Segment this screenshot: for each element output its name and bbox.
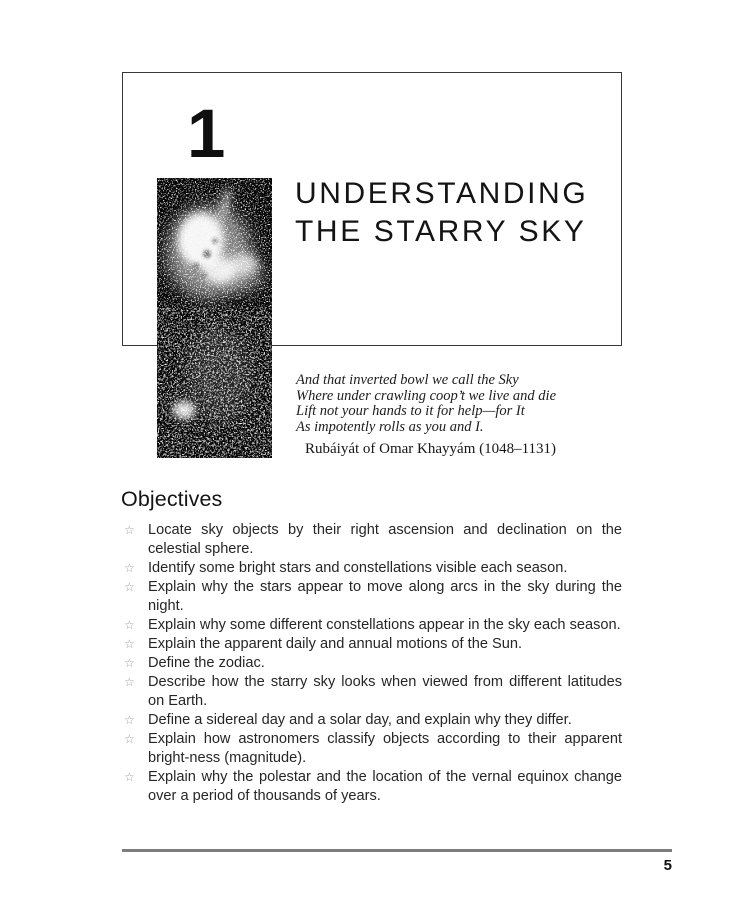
- objective-item: [122, 559, 622, 578]
- star-bullet-icon: ☆: [124, 732, 135, 746]
- star-bullet-icon: ☆: [124, 656, 135, 670]
- objective-item: [122, 673, 622, 711]
- quote-line: As impotently rolls as you and I.: [296, 418, 484, 435]
- objective-text: Describe how the starry sky looks when viewed from different latitudes on Earth.: [148, 674, 622, 709]
- objective-text: Explain the apparent daily and annual motions of the Sun.: [148, 636, 523, 652]
- star-bullet-icon: ☆: [124, 770, 135, 784]
- objective-text: Locate sky objects by their right ascension and declination on the celestial sphere.: [148, 522, 622, 557]
- chapter-number: 1: [187, 95, 226, 172]
- star-bullet-icon: ☆: [124, 675, 135, 689]
- chapter-title: [295, 175, 588, 251]
- quote-line: And that inverted bowl we call the Sky: [296, 372, 519, 388]
- footer-rule: [122, 849, 672, 852]
- objective-item: [122, 521, 622, 559]
- quote-line: Lift not your hands to it for help—for It: [296, 403, 525, 420]
- objective-item: [122, 616, 622, 635]
- nebula-photo: [157, 178, 272, 458]
- star-bullet-icon: ☆: [124, 523, 135, 537]
- star-bullet-icon: ☆: [124, 580, 135, 594]
- objective-text: Define a sidereal day and a solar day, and explain why they differ.: [148, 712, 572, 728]
- star-bullet-icon: ☆: [124, 561, 135, 575]
- objectives-heading: Objectives: [121, 487, 223, 511]
- objective-item: [122, 635, 622, 654]
- star-bullet-icon: ☆: [124, 713, 135, 727]
- epigraph-quote: [296, 373, 611, 458]
- page-number: 5: [663, 857, 672, 874]
- objective-text: Explain why the stars appear to move along arcs in the sky during the night.: [148, 579, 622, 614]
- objective-item: [122, 578, 622, 616]
- chapter-title-line-1: UNDERSTANDING: [295, 177, 589, 210]
- objective-text: Explain why some different constellations appear in the sky each season.: [148, 617, 621, 633]
- objective-item: [122, 711, 622, 730]
- chapter-title-line-2: THE STARRY SKY: [295, 215, 587, 248]
- star-field-image: [157, 178, 272, 458]
- objectives-list: [122, 521, 622, 806]
- objective-item: [122, 730, 622, 768]
- quote-attribution: Rubáiyát of Omar Khayyám (1048–1131): [305, 441, 557, 458]
- objective-item: [122, 654, 622, 673]
- objective-text: Identify some bright stars and constellations visible each season.: [148, 560, 568, 576]
- star-bullet-icon: ☆: [124, 637, 135, 651]
- quote-line: Where under crawling coop’t we live and die: [296, 387, 557, 404]
- objective-text: Define the zodiac.: [148, 655, 265, 671]
- objective-text: Explain why the polestar and the location of the vernal equinox change over a period of thousands of years.: [148, 769, 622, 804]
- objective-text: Explain how astronomers classify objects according to their apparent bright-ness (magnitude).: [148, 731, 622, 766]
- objective-item: [122, 768, 622, 806]
- star-bullet-icon: ☆: [124, 618, 135, 632]
